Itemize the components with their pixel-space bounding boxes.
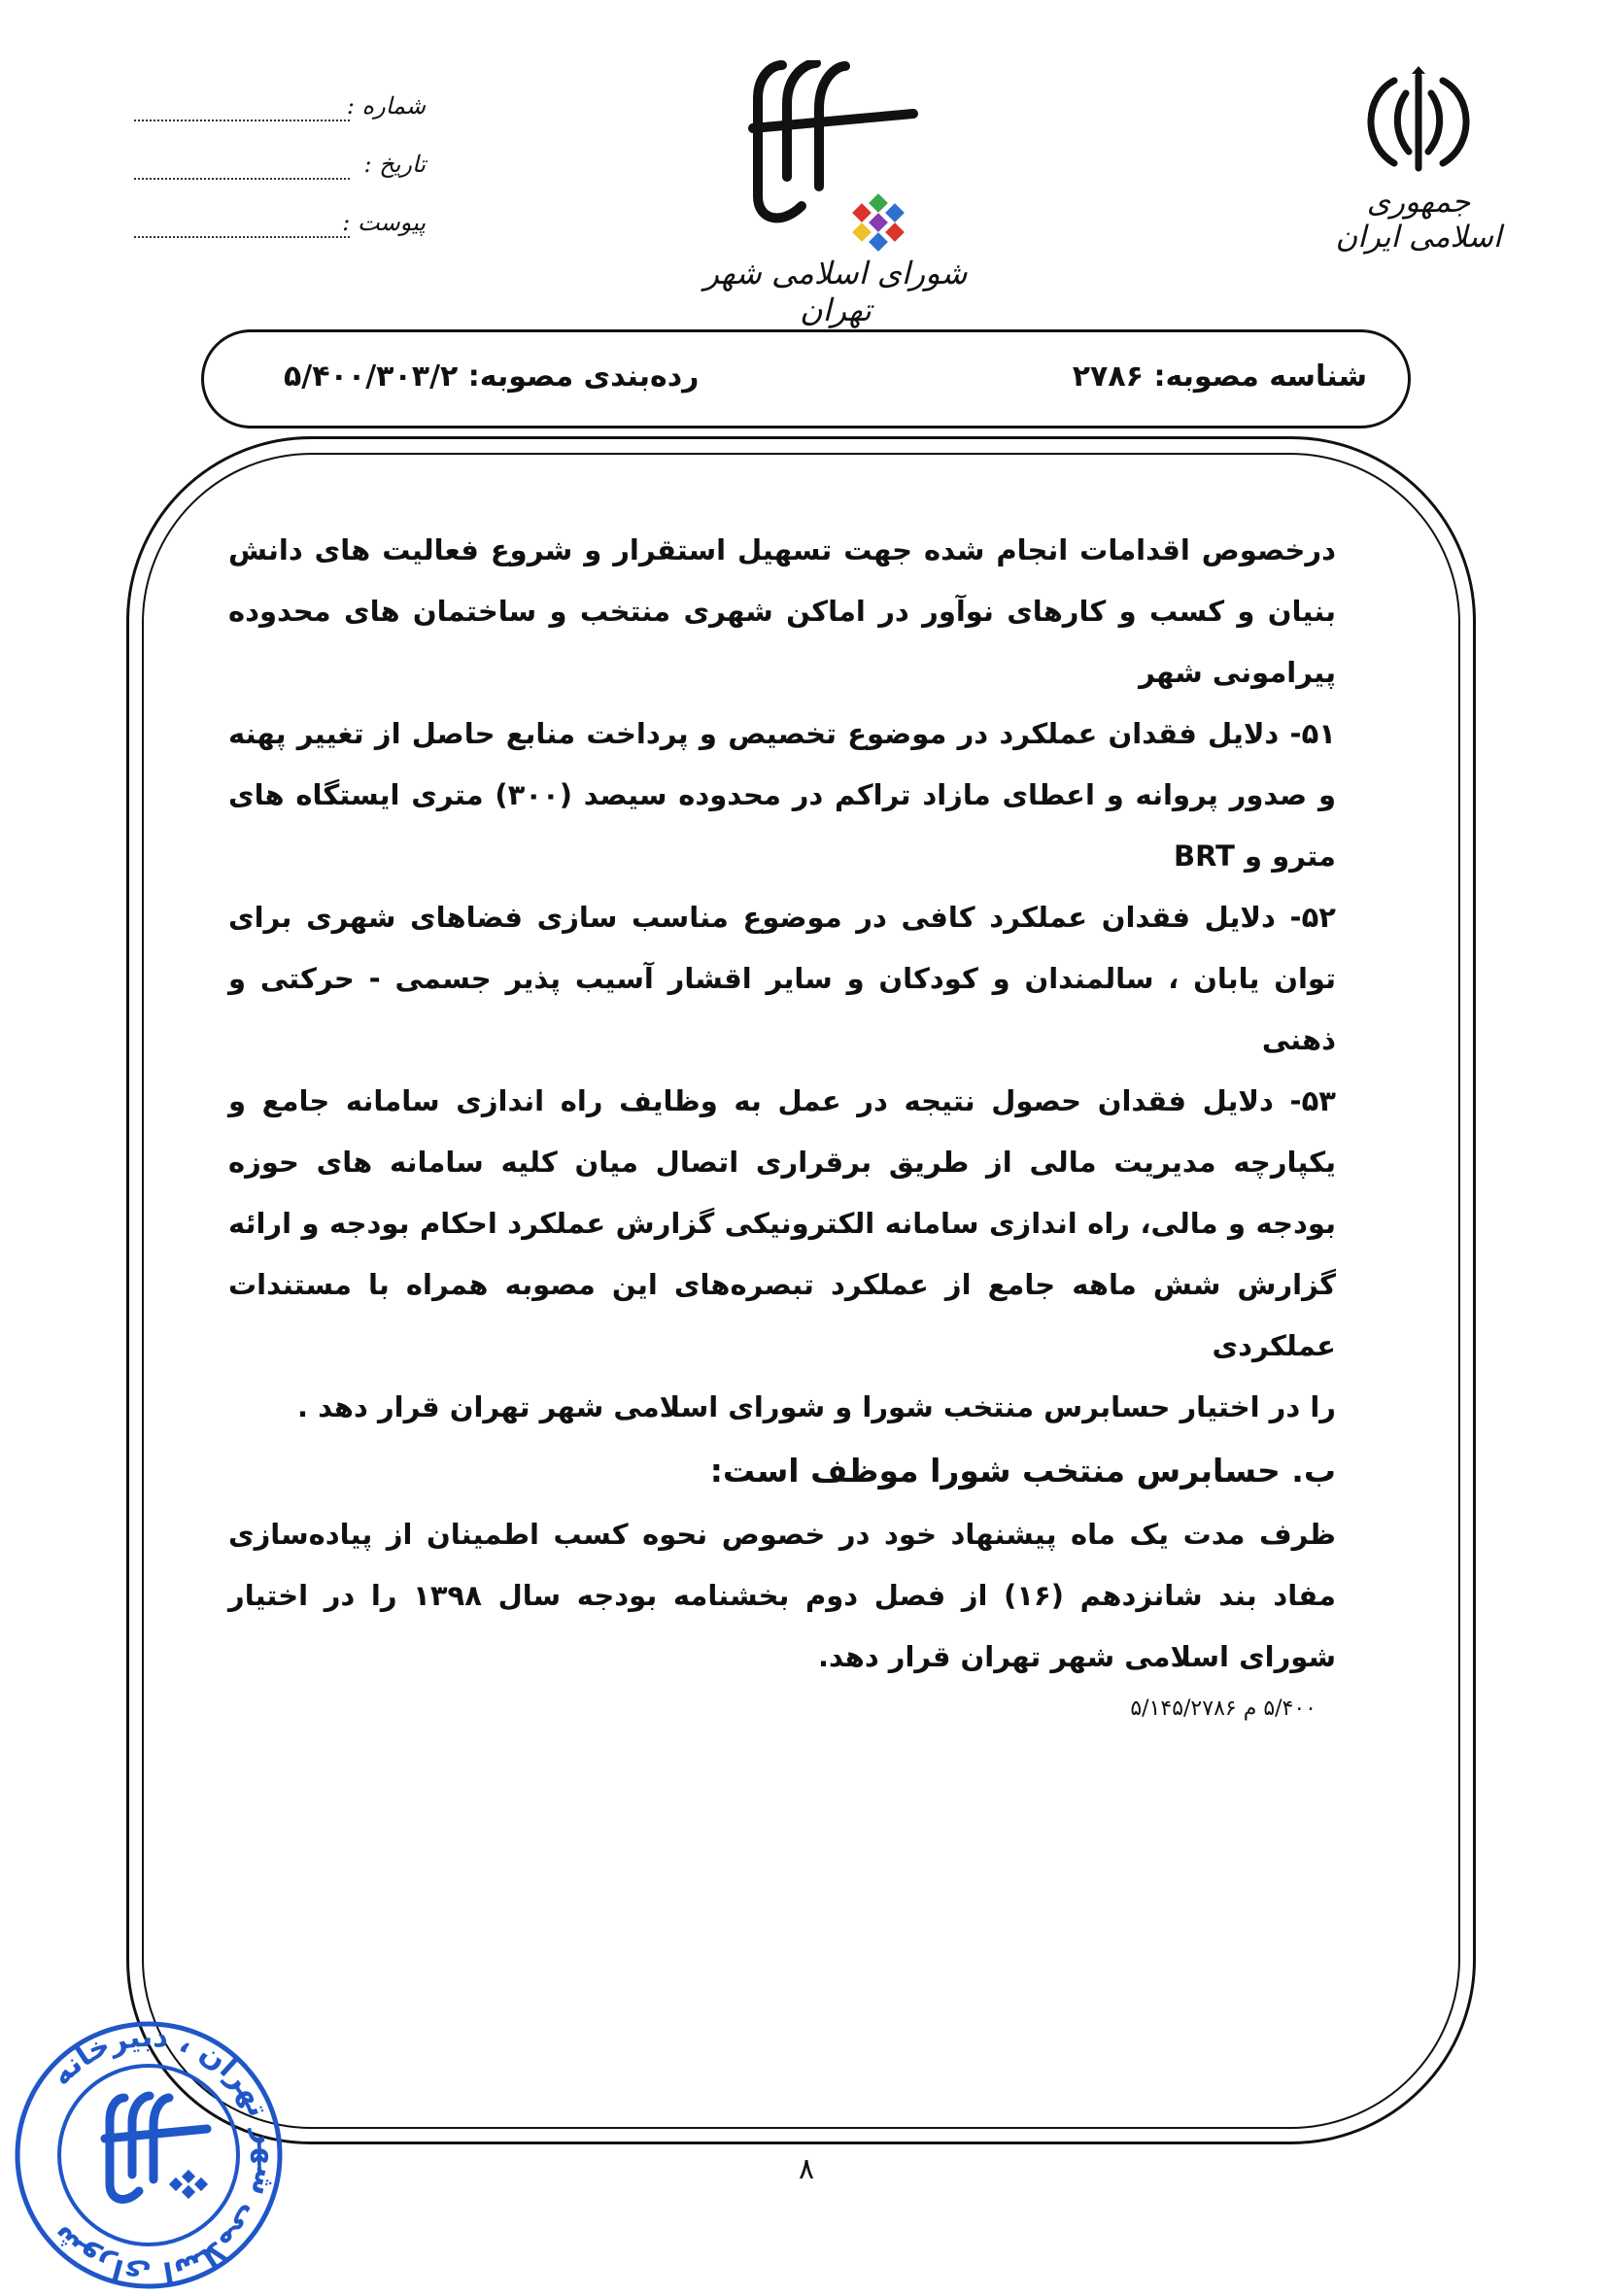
meta-attachment-label: پیوست : <box>342 209 426 236</box>
seal-ring-text: شورای اسلامی شهر تهران ، دبیرخانه <box>44 2019 285 2291</box>
intro-paragraph: درخصوص اقدامات انجام شده جهت تسهیل استقرار و شروع فعالیت های دانش بنیان و کسب و کارهای نوآور در اماکن شهری منتخب و ساختمان های محدوده پیرامونی شهر <box>228 533 1336 689</box>
meta-date-row <box>134 151 426 189</box>
meta-attachment-dots <box>134 236 350 238</box>
section-b-text: ظرف مدت یک ماه پیشنهاد خود در خصوص نحوه کسب اطمینان از پیاده‌سازی مفاد بند شانزدهم (۱۶) از فصل دوم بخشنامه بودجه سال ۱۳۹۸ را در اختیار شورای اسلامی شهر تهران قرار دهد. <box>228 1518 1336 1673</box>
council-label: شورای اسلامی شهر تهران <box>703 255 968 328</box>
meta-number-label: شماره : <box>346 92 426 120</box>
meta-date-label: تاریخ : <box>363 151 426 178</box>
item-52: ۵۲- دلایل فقدان عملکرد کافی در موضوع مناسب سازی فضاهای شهری برای توان یابان ، سالمندان و کودکان و سایر اقشار آسیب پذیر جسمی - حرکتی و ذهنی <box>228 901 1336 1056</box>
resolution-id-bar <box>201 329 1411 428</box>
item-53: ۵۳- دلایل فقدان حصول نتیجه در عمل به وظایف راه اندازی سامانه جامع و یکپارچه مدیریت مالی از طریق برقراری اتصال میان کلیه سامانه های حوزه بودجه و مالی، راه اندازی سامانه الکترونیکی گزارش عملکرد احکام بودجه و ارائه گزارش شش ماهه جامع از عملکرد تبصره‌های این مصوبه همراه با مستندات عملکردی <box>228 1084 1336 1362</box>
council-seal-stamp <box>8 2014 290 2296</box>
republic-label: جمهوری اسلامی ایران <box>1335 185 1502 255</box>
meta-date-dots <box>134 178 350 180</box>
iran-emblem-icon <box>1355 66 1482 175</box>
meta-number-dots <box>134 120 350 121</box>
tehran-council-logo <box>714 60 938 255</box>
meta-attachment-row <box>134 209 426 248</box>
resolution-id: شناسه مصوبه: ۲۷۸۶ <box>1072 360 1367 394</box>
section-b-title: ب. حسابرس منتخب شورا موظف است: <box>709 1452 1336 1490</box>
meta-number-row <box>134 92 426 131</box>
item-51: ۵۱- دلایل فقدان عملکرد در موضوع تخصیص و پرداخت منابع حاصل از تغییر پهنه و صدور پروانه و اعطای مازاد تراکم در محدوده سیصد (۳۰۰) متری ایستگاه های مترو و BRT <box>228 717 1336 873</box>
document-reference: ۵/۴۰۰ م ۵/۱۴۵/۲۷۸۶ <box>1130 1696 1316 1721</box>
resolution-body <box>228 520 1336 1731</box>
resolution-classification: رده‌بندی مصوبه: ۵/۴۰۰/۳۰۳/۲ <box>284 360 700 394</box>
closing-paragraph: را در اختیار حسابرس منتخب شورا و شورای اسلامی شهر تهران قرار دهد . <box>297 1390 1336 1423</box>
page-number: ۸ <box>798 2152 815 2186</box>
svg-text:شورای اسلامی شهر تهران ، دبیرخ <box>45 2020 285 2291</box>
